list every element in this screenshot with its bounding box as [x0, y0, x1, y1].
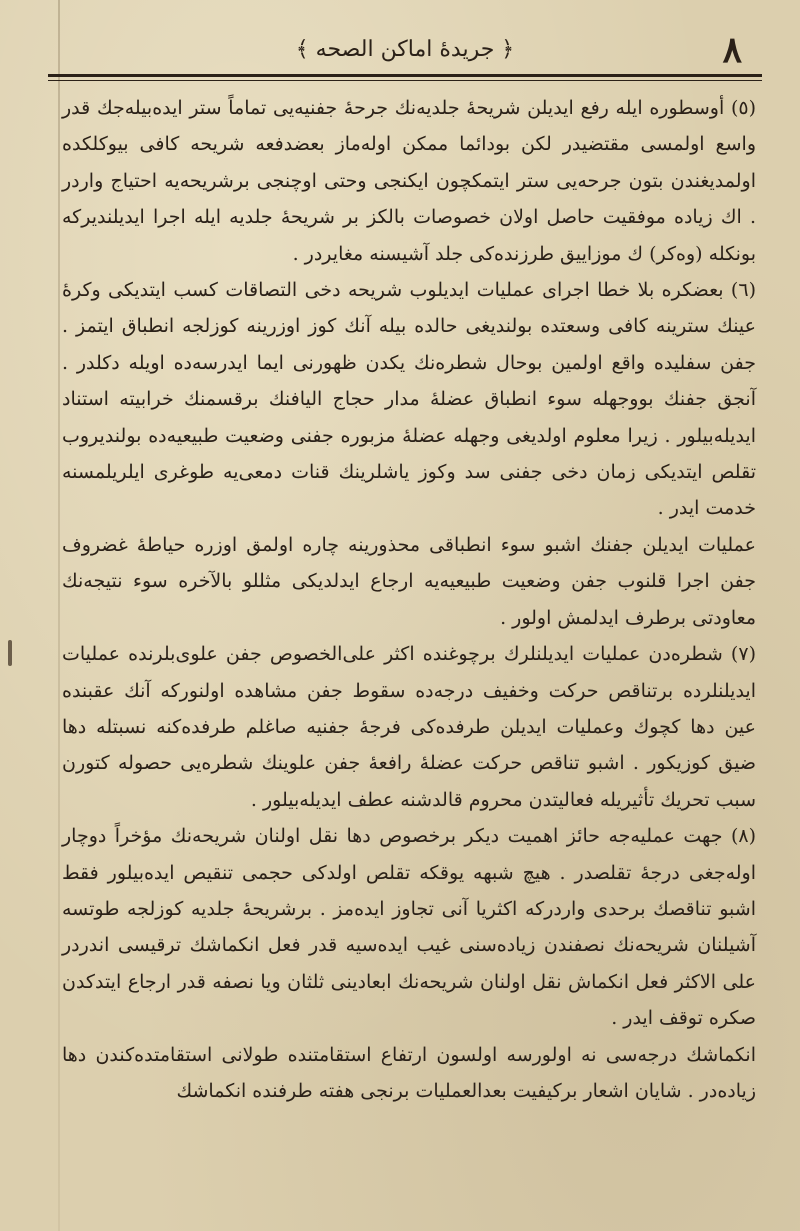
- article-body: [62, 90, 756, 1109]
- page-number: ٨: [722, 29, 742, 71]
- header-rule-thick: [48, 74, 762, 77]
- paragraph-8: (٨) جهت عمليه‌جه حائز اهميت ديكر برخصوص دها نقل اولنان شريحه‌نك مؤخراً دوچار اوله‌جغى درجهٔ تقلصدر . هيچ شبهه يوقكه تقلص اولدكى حجمى تنقيص ايده‌بيلور فقط اشبو تناقصك برحدى واردركه اكثريا آنى تجاوز ايده‌مز . برشريحهٔ جلديه كوزلجه طوتسه آشيلنان شريحه‌نك نصفندن زياده‌سنى غيب ايده‌سيه قدر فعل انكماشك ترقيسى اندردر على الاكثر فعل انكماش نقل اولنان شريحه‌نك ابعادينى ثلثان ويا نصفه قدر ارجاع ايتدكدن صكره توقف ايدر .: [62, 825, 756, 1030]
- page-fold-line: [58, 0, 60, 1231]
- page-header: [50, 28, 760, 72]
- paragraph-6: (٦) بعضكره بلا خطا اجراى عمليات ايديلوب شريحه دخى التصاقات كسب ايتديكى وكرهٔ عينك سترينه كافى وسعتده بولنديغى حالده بيله آنك كوز اوزرينه كوزلجه انطباق ايتمز . جفن سفليده واقع اولمين بوحال شطره‌نك يكدن ظهورنى ايما ايدرسه‌ده اويله دكلدر . آنجق جفنك بووجهله سوء انطباق عضلهٔ مدار حجاج اليافنك برقسمنك خرابيته استناد ايديله‌بيلور . زيرا معلوم اولديغى وجهله عضلهٔ مزبوره جفنى وضعيت طبيعيه‌ده بولنديروب تقلص ايتديكى زمان دخى جفنى سد وكوز ياشلرينك قنات دمعى‌يه طوغرى ايلريلمسنه خدمت ايدر .: [62, 279, 756, 520]
- header-rule-thin: [48, 80, 762, 81]
- journal-title: ﴿ جريدهٔ اماكن الصحه ﴾: [295, 37, 515, 62]
- ink-spot: [8, 640, 12, 666]
- paragraph-5: (٥) أوسطوره ايله رفع ايديلن شريحهٔ جلديه‌نك جرحهٔ جفنيه‌يى تماماً ستر ايده‌بيله‌جك قدر واسع اولمسى مقتضيدر لكن بودائما ممكن اوله‌ماز بعضدفعه شريحه كافى بيوكلكده اولمديغندن بتون جرحه‌يى ستر ايتمكچون ايكنجى وحتى اوچنجى برشريحه‌يه احتياج واردر . اك زياده موفقيت حاصل اولان خصوصات بالكز بر شريحهٔ جلديه ايله اجرا ايديلنديركه بونكله (وه‌كر) ك موزاييق طرزنده‌كى جلد آشيسنه مغايردر .: [62, 97, 756, 265]
- paragraph-6-continued: عمليات ايديلن جفنك اشبو سوء انطباقى محذورينه چاره اولمق اوزره حياطهٔ غضروف جفن اجرا قلنوب جفن وضعيت طبيعيه‌يه ارجاع ايدلديكى مثللو بالآخره سوء نتيجه‌نك معاودتى برطرف ايدلمش اولور .: [62, 533, 756, 629]
- paragraph-7: (٧) شطره‌دن عمليات ايديلنلرك برچوغنده اكثر على‌الخصوص جفن علوى‌بلرنده عمليات ايديلنلرده برتناقص حركت وخفيف درجه‌ده سقوط جفن مشاهده اولنوركه آنك عقبنده عين دها كچوك وعمليات ايديلن طرفده‌كى فرجهٔ جفنيه صاغلم طرفده‌كنه نسبتله دها ضيق كوزيكور . اشبو تناقص حركت عضلهٔ رافعهٔ جفن علوينك شطره‌يى حصوله كتورن سبب تحريك تأثيريله فعاليتدن محروم قالدشنه عطف ايديله‌بيلور .: [62, 643, 756, 811]
- paragraph-8-continued: انكماشك درجه‌سى نه اولورسه اولسون ارتفاع استقامتنده طولانى استقامتده‌كندن دها زياده‌در . شايان اشعار بركيفيت بعدالعمليات برنجى هفته طرفنده انكماشك: [62, 1043, 756, 1102]
